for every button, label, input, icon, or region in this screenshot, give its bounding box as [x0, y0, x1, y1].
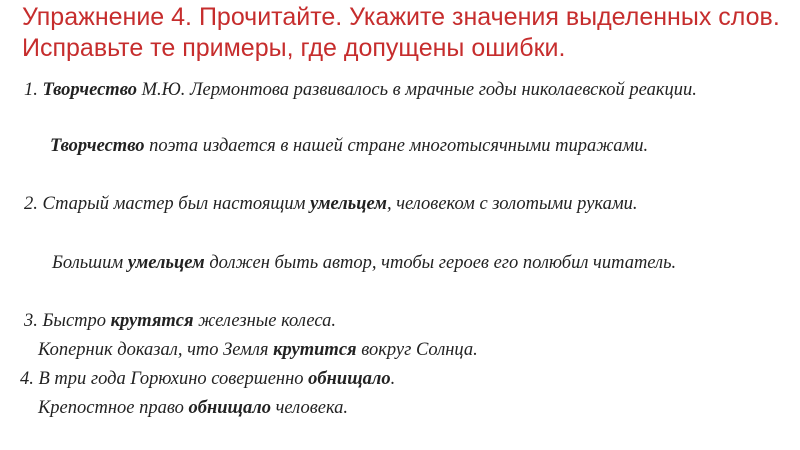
- highlighted-word: Творчество: [50, 136, 145, 156]
- highlighted-word: обнищало: [308, 369, 391, 389]
- example-3a: [24, 310, 784, 332]
- example-text: человека.: [270, 398, 349, 418]
- highlighted-word: Творчество: [42, 80, 137, 100]
- example-3b: [38, 339, 788, 361]
- highlighted-word: обнищало: [188, 398, 271, 418]
- exercise-title: Упражнение 4. Прочитайте. Укажите значения выделенных слов. Исправьте те примеры, где допущены ошибки.: [22, 3, 780, 62]
- example-text: 1.: [24, 80, 43, 100]
- example-4a: [20, 368, 780, 390]
- example-2a: [24, 193, 734, 215]
- example-text: .: [390, 369, 396, 389]
- example-text: 2. Старый мастер был настоящим: [24, 194, 311, 214]
- example-text: должен быть автор, чтобы героев его полюбил читатель.: [204, 253, 677, 273]
- example-1a: [24, 79, 794, 101]
- example-1b: [24, 135, 704, 157]
- example-text: Большим: [52, 253, 128, 273]
- example-text: 3. Быстро: [24, 311, 111, 331]
- highlighted-word: умельцем: [310, 194, 387, 214]
- highlighted-word: крутятся: [110, 311, 194, 331]
- example-2b: [24, 252, 754, 274]
- example-text: поэта издается в нашей стране многотысячными тиражами.: [144, 136, 649, 156]
- highlighted-word: крутится: [273, 340, 357, 360]
- example-text: 4. В три года Горюхино совершенно: [20, 369, 309, 389]
- example-text: железные колеса.: [193, 311, 336, 331]
- example-text: Крепостное право: [38, 398, 189, 418]
- example-text: , человеком с золотыми руками.: [386, 194, 638, 214]
- example-text: вокруг Солнца.: [356, 340, 478, 360]
- highlighted-word: умельцем: [127, 253, 205, 273]
- example-4b: [38, 397, 788, 419]
- example-text: Коперник доказал, что Земля: [38, 340, 274, 360]
- example-text: М.Ю. Лермонтова развивалось в мрачные годы николаевской реакции.: [136, 80, 697, 100]
